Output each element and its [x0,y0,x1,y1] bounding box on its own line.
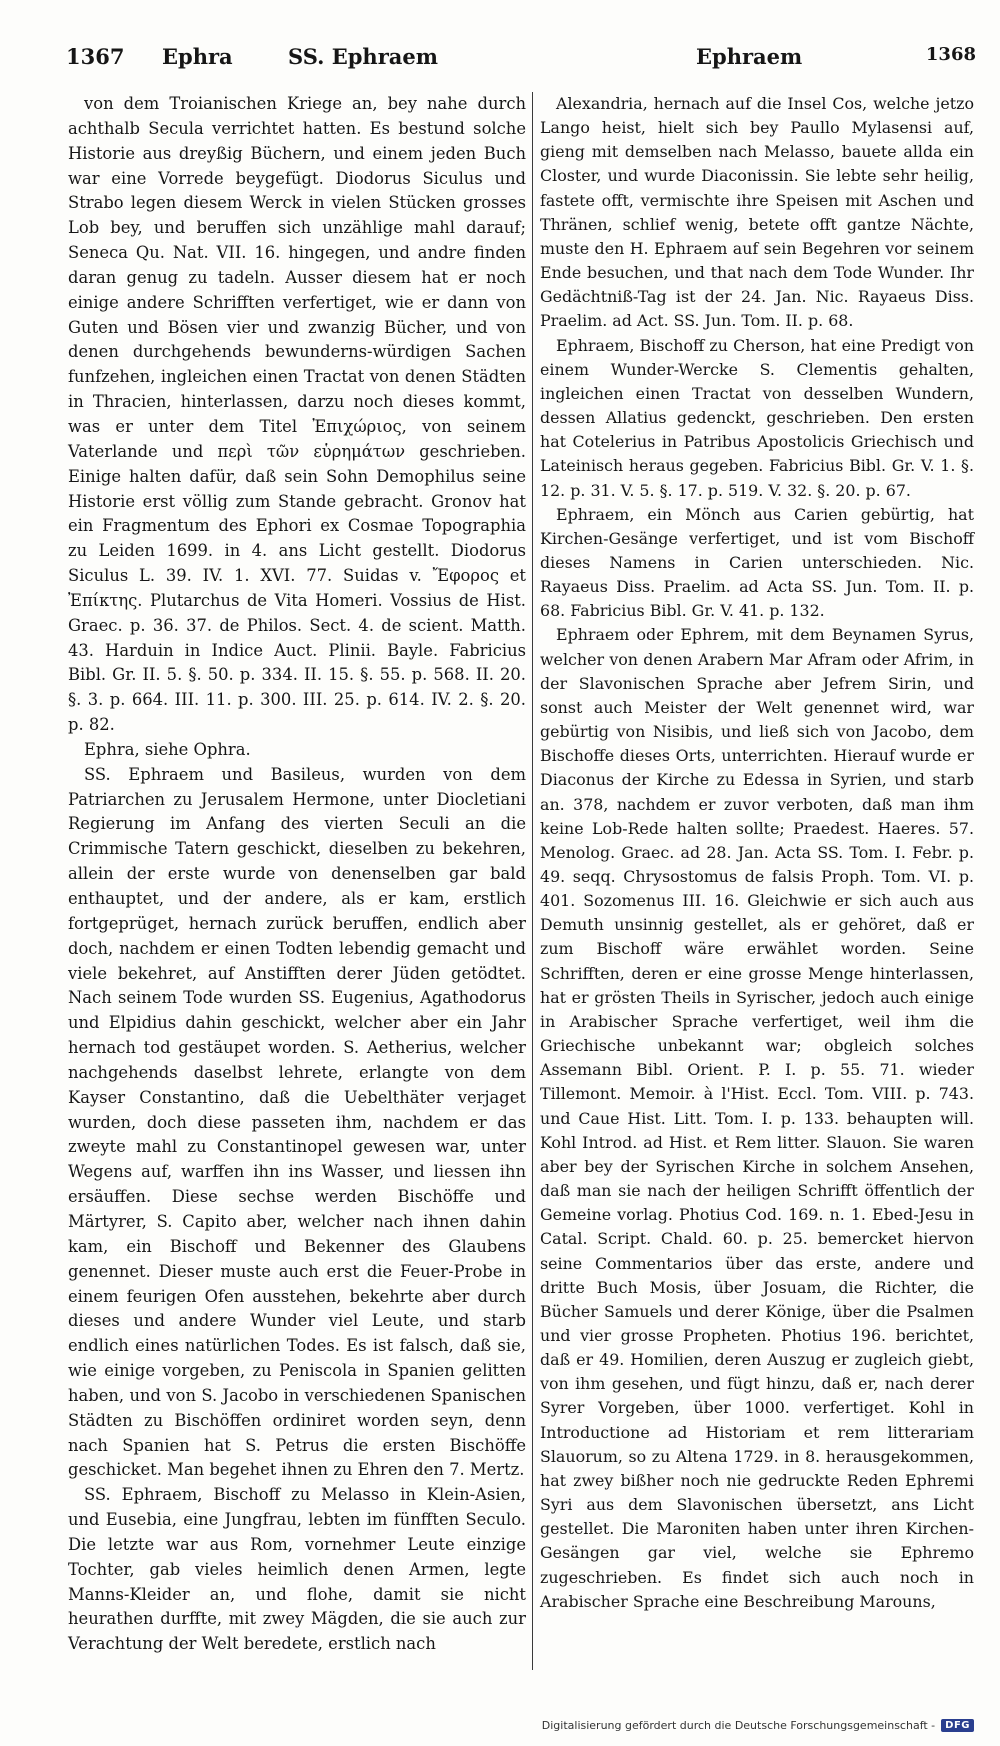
left-column [68,92,526,1657]
page-header [66,44,984,84]
footer-text: Digitalisierung gefördert durch die Deutsche Forschungsgemeinschaft - [541,1719,936,1732]
right-paragraph-ephraem-cherson: Ephraem, Bischoff zu Cherson, hat eine Predigt von einem Wunder-Wercke S. Clementis gehalten, ingleichen einen Tractat von desselben Wundern, dessen Allatius gedenckt, geschrieben. Den ersten hat Cotelerius in Patribus Apostolicis Griechisch und Lateinisch heraus gegeben. Fabricius Bibl. Gr. V. 1. §. 12. p. 31. V. 5. §. 17. p. 519. V. 32. §. 20. p. 67. [540,335,974,500]
digitization-footer [542,1719,974,1732]
left-paragraph-ephra: Ephra, siehe Ophra. [84,739,251,759]
right-column [540,92,974,1614]
column-divider [532,92,533,1670]
right-page-number: 1368 [925,44,976,65]
left-paragraph-ephraem-eusebia: SS. Ephraem, Bischoff zu Melasso in Klein-Asien, und Eusebia, eine Jungfrau, lebten im fünfften Seculo. Die letzte war aus Rom, vornehmer Leute einzige Tochter, gab vieles heimlich denen Armen, legte Manns-Kleider an, und flohe, damit sie nicht heurathen durffte, mit zwey Mägden, die sie auch zur Verachtung der Welt beredete, erstlich nach [68,1485,526,1654]
center-running-title: SS. Ephraem [288,44,438,69]
right-running-title: Ephraem [696,44,803,69]
right-paragraph-eusebia-cont: Alexandria, hernach auf die Insel Cos, welche jetzo Lango heist, hielt sich bey Paullo Mylasensi auf, gieng mit demselben nach Melasso, bauete allda ein Closter, und wurde Diaconissin. Sie lebte sehr heilig, fastete offt, vermischte ihre Speisen mit Aschen und Thränen, schlief wenig, betete offt gantze Nächte, muste den H. Ephraem auf sein Begehren vor seinem Ende besuchen, und that nach dem Tode Wunder. Ihr Gedächtniß-Tag ist der 24. Jan. Nic. Rayaeus Diss. Praelim. ad Act. SS. Jun. Tom. II. p. 68. [540,94,974,331]
right-paragraph-ephraem-carien: Ephraem, ein Mönch aus Carien gebürtig, hat Kirchen-Gesänge verfertiget, und ist vom Bischoff dieses Namens in Carien unterschieden. Nic. Rayaeus Diss. Praelim. ad Acta SS. Jun. Tom. II. p. 68. Fabricius Bibl. Gr. V. 41. p. 132. [540,504,974,621]
left-running-title: Ephra [162,44,233,69]
left-paragraph-ephraem-basileus: SS. Ephraem und Basileus, wurden von dem Patriarchen zu Jerusalem Hermone, unter Diocletiani Regierung im Anfang des vierten Seculi an die Crimmische Tatern geschickt, dieselben zu bekehren, allein der erste wurde von denenselben gar bald enthauptet, und der andere, als er kam, erstlich fortgeprüget, hernach zurück beruffen, endlich aber doch, nachdem er einen Todten lebendig gemacht und viele bekehret, auf Anstifften derer Jüden getödtet. Nach seinem Tode wurden SS. Eugenius, Agathodorus und Elpidius dahin geschickt, welcher aber ein Jahr hernach tod gestäupet worden. S. Aetherius, welcher nachgehends daselbst lehrete, erlangte von dem Kayser Constantino, daß die Uebelthäter verjaget wurden, doch diese passeten ihm, nachdem er das zweyte mahl zu Constantinopel gewesen war, unter Wegens auf, warffen ihn ins Wasser, und liessen ihn ersäuffen. Diese sechse werden Bischöffe und Märtyrer, S. Capito aber, welcher nach ihnen dahin kam, ein Bischoff und Bekenner des Glaubens genennet. Dieser muste auch erst die Feuer-Probe in einem feurigen Ofen ausstehen, bekehrte aber durch dieses und andere Wunder viel Leute, und starb endlich eines natürlichen Todes. Es ist falsch, daß sie, wie einige vorgeben, zu Peniscola in Spanien gelitten haben, und von S. Jacobo in verschiedenen Spanischen Städten zu Bischöffen ordiniret worden seyn, denn nach Spanien hat S. Petrus die ersten Bischöffe geschicket. Man begehet ihnen zu Ehren den 7. Mertz. [68,764,526,1480]
left-page-number: 1367 [66,44,125,69]
right-paragraph-ephraem-syrus: Ephraem oder Ephrem, mit dem Beynamen Syrus, welcher von denen Arabern Mar Afram oder Afrim, in der Slavonischen Sprache aber Jefrem Sirin, und sonst auch Meister der Welt genennet wird, war gebürtig von Nisibis, und ließ sich von Jacobo, dem Bischoffe dieses Orts, unterrichten. Hierauf wurde er Diaconus der Kirche zu Edessa in Syrien, und starb an. 378, nachdem er zuvor verboten, daß man ihm keine Lob-Rede halten sollte; Praedest. Haeres. 57. Menolog. Graec. ad 28. Jan. Acta SS. Tom. I. Febr. p. 49. seqq. Chrysostomus de falsis Proph. Tom. VI. p. 401. Sozomenus III. 16. Gleichwie er sich auch aus Demuth unsinnig gestellet, als er gehöret, daß er zum Bischoff wäre erwählet worden. Seine Schrifften, deren er eine grosse Menge hinterlassen, hat er grösten Theils in Syrischer, jedoch auch einige in Arabischer Sprache verfertiget, weil ihm die Griechische unbekannt war; obgleich solches Assemann Bibl. Orient. P. I. p. 55. 71. wieder Tillemont. Memoir. à l'Hist. Eccl. Tom. VIII. p. 743. und Caue Hist. Litt. Tom. I. p. 133. behaupten will. Kohl Introd. ad Hist. et Rem litter. Slauon. Sie waren aber bey der Syrischen Kirche in solchem Ansehen, daß man sie nach der heiligen Schrifft öffentlich der Gemeine vorlag. Photius Cod. 169. n. 1. Ebed-Jesu in Catal. Script. Chald. 60. p. 25. bemercket hiervon seine Commentarios über das erste, andere und dritte Buch Mosis, über Josuam, die Richter, die Bücher Samuels und derer Könige, über die Psalmen und vier grosse Propheten. Photius 196. berichtet, daß er 49. Homilien, deren Auszug er zugleich giebt, von ihm gesehen, und fügt hinzu, daß er, nach derer Syrer Vorgeben, über 1000. verfertiget. Kohl in Introductione ad Historiam et rem litterariam Slauorum, so zu Altena 1729. in 8. herausgekommen, hat zwey bißher noch nie gedruckte Reden Ephremi Syri aus dem Slavonischen übersetzt, ans Licht gestellet. Die Maroniten haben unter ihren Kirchen-Gesängen gar viel, welche sie Ephremo zugeschrieben. Es findet sich auch noch in Arabischer Sprache eine Beschreibung Marouns, [540,625,974,1611]
dfg-logo-icon: DFG [941,1719,974,1732]
left-paragraph-ephorus: von dem Troianischen Kriege an, bey nahe durch achthalb Secula verrichtet hatten. Es bestund solche Historie aus dreyßig Büchern, und einem jeden Buch war eine Vorrede beygefügt. Diodorus Siculus und Strabo legen diesem Werck in vielen Stücken grosses Lob bey, und beruffen sich unzählige mahl darauf; Seneca Qu. Nat. VII. 16. hingegen, und andre finden daran genug zu tadeln. Ausser diesem hat er noch einige andere Schrifften verfertiget, wie er dann von Guten und Bösen vier und zwanzig Bücher, und von denen durchgehends bewunderns-würdigen Sachen funfzehen, ingleichen einen Tractat von denen Städten in Thracien, hinterlassen, darzu noch dieses kommt, was er unter dem Titel Ἐπιχώριος, von seinem Vaterlande und περὶ τῶν εὑρημάτων geschrieben. Einige halten dafür, daß sein Sohn Demophilus seine Historie erst völlig zum Stande gebracht. Gronov hat ein Fragmentum des Ephori ex Cosmae Topographia zu Leiden 1699. in 4. ans Licht gestellt. Diodorus Siculus L. 39. IV. 1. XVI. 77. Suidas v. Ἔφορος et Ἐπίκτης. Plutarchus de Vita Homeri. Vossius de Hist. Graec. p. 36. 37. de Philos. Sect. 4. de scient. Matth. 43. Harduin in Indice Auct. Plinii. Bayle. Fabricius Bibl. Gr. II. 5. §. 50. p. 334. II. 15. §. 55. p. 568. II. 20. §. 3. p. 664. III. 11. p. 300. III. 25. p. 614. IV. 2. §. 20. p. 82. [68,94,526,735]
